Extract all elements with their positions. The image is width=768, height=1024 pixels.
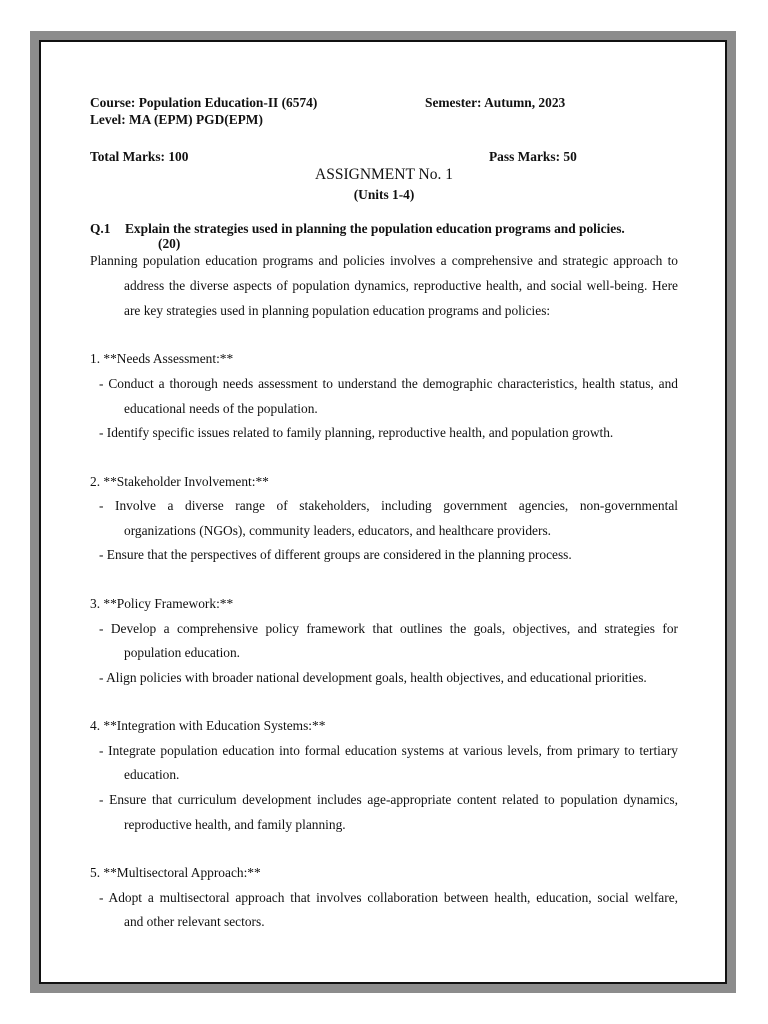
intro-line-1: Planning population education programs and policies involves a comprehensive and strategic approach to — [90, 253, 678, 268]
section-4-line-1: - Integrate population education into formal education systems at various levels, from primary to tertiary — [99, 743, 678, 758]
section-4-line-3: - Ensure that curriculum development includes age-appropriate content related to population dynamics, — [99, 792, 678, 807]
section-5-line-2: and other relevant sectors. — [124, 914, 265, 929]
section-heading-3: 3. **Policy Framework:** — [90, 596, 234, 611]
section-4-line-2: education. — [124, 767, 180, 782]
intro-line-2: address the diverse aspects of population dynamics, reproductive health, and social well-being. Here — [124, 278, 678, 293]
section-5-line-1: - Adopt a multisectoral approach that involves collaboration between health, education, social welfare, — [99, 890, 678, 905]
section-3-line-3: - Align policies with broader national development goals, health objectives, and educational priorities. — [99, 670, 647, 685]
units-label: (Units 1-4) — [353, 187, 415, 202]
level-label: Level: MA (EPM) PGD(EPM) — [90, 112, 263, 127]
section-2-line-3: - Ensure that the perspectives of different groups are considered in the planning process. — [99, 547, 572, 562]
semester-label: Semester: Autumn, 2023 — [425, 95, 566, 110]
assignment-title: ASSIGNMENT No. 1 — [315, 166, 453, 183]
section-heading-1: 1. **Needs Assessment:** — [90, 351, 234, 366]
pass-marks-label: Pass Marks: 50 — [489, 149, 577, 164]
section-2-line-1: - Involve a diverse range of stakeholders, including government agencies, non-governmental — [99, 498, 678, 513]
total-marks-label: Total Marks: 100 — [90, 149, 189, 164]
question-text: Explain the strategies used in planning the population education programs and policies. — [125, 221, 625, 236]
section-3-line-2: population education. — [124, 645, 241, 660]
question-number: Q.1 — [90, 221, 111, 236]
section-1-line-2: educational needs of the population. — [124, 401, 318, 416]
section-heading-4: 4. **Integration with Education Systems:** — [90, 718, 326, 733]
section-4-line-4: reproductive health, and family planning. — [124, 817, 346, 832]
section-1-line-3: - Identify specific issues related to family planning, reproductive health, and population growth. — [99, 425, 614, 440]
question-marks: (20) — [158, 236, 181, 251]
section-2-line-2: organizations (NGOs), community leaders, educators, and healthcare providers. — [124, 523, 551, 538]
section-heading-2: 2. **Stakeholder Involvement:** — [90, 474, 269, 489]
intro-line-3: are key strategies used in planning population education programs and policies: — [124, 303, 551, 318]
section-3-line-1: - Develop a comprehensive policy framework that outlines the goals, objectives, and strategies for — [99, 621, 678, 636]
course-label: Course: Population Education-II (6574) — [90, 95, 318, 110]
section-1-line-1: - Conduct a thorough needs assessment to understand the demographic characteristics, health status, and — [99, 376, 678, 391]
section-heading-5: 5. **Multisectoral Approach:** — [90, 865, 261, 880]
